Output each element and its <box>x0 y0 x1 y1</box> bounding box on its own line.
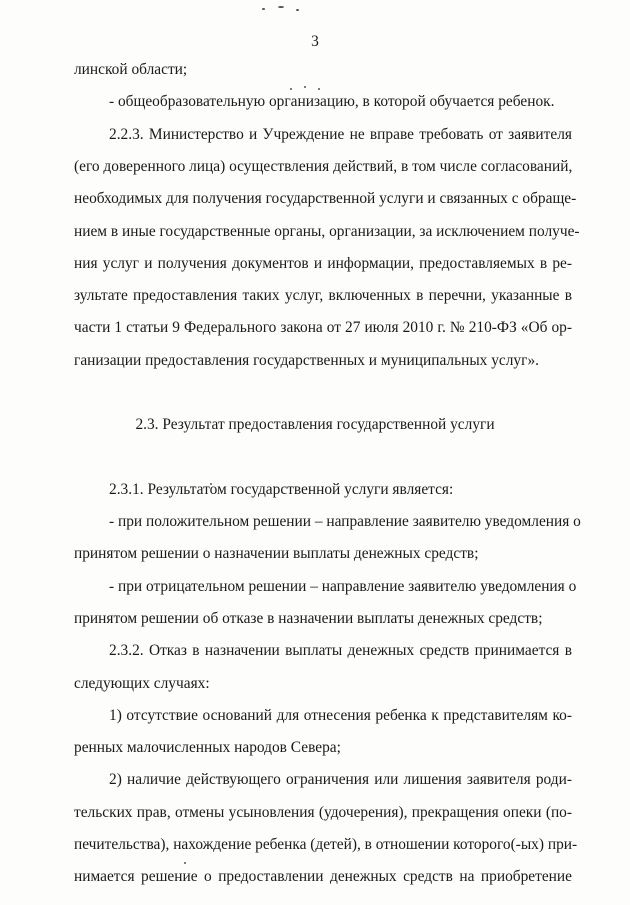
text-line: необходимых для получения государственной услуги и связанных с обраще- <box>74 190 577 207</box>
scan-speck <box>304 86 306 88</box>
text-line: ганизации предоставления государственных и муниципальных услуг». <box>74 352 539 369</box>
scan-speck <box>296 9 299 11</box>
text-line: линской области; <box>74 61 188 78</box>
text-line: - общеобразовательную организацию, в которой обучается ребенок. <box>109 93 555 110</box>
text-line: 2.3.1. Результатом государственной услуги является: <box>109 481 454 498</box>
page-number: 3 <box>311 33 319 50</box>
scan-speck <box>184 862 186 864</box>
text-line: следующих случаях: <box>74 675 210 692</box>
text-line: (его доверенного лица) осуществления действий, в том числе согласований, <box>74 158 573 175</box>
text-line: ния услуг и получения документов и информации, предоставляемых в ре- <box>74 255 572 272</box>
scan-speck <box>278 6 284 8</box>
text-line: ренных малочисленных народов Севера; <box>74 739 341 756</box>
scan-speck <box>290 88 292 90</box>
section-heading: 2.3. Результат предоставления государственной услуги <box>135 416 495 433</box>
text-line: печительства), нахождение ребенка (детей), в отношении которого(-ых) при- <box>74 836 578 853</box>
text-line: нимается решение о предоставлении денежных средств на приобретение <box>74 868 572 885</box>
text-line: 2.3.2. Отказ в назначении выплаты денежных средств принимается в <box>109 642 572 659</box>
text-line: тельских прав, отмены усыновления (удочерения), прекращения опеки (по- <box>74 804 572 821</box>
text-line: принятом решении о назначении выплаты денежных средств; <box>74 545 479 562</box>
text-line: - при отрицательном решении – направление заявителю уведомления о <box>109 578 577 595</box>
text-line: 2.2.3. Министерство и Учреждение не вправе требовать от заявителя <box>109 126 572 143</box>
scan-speck <box>318 88 320 90</box>
text-line: - при положительном решении – направление заявителю уведомления о <box>109 513 581 530</box>
scan-speck <box>262 8 265 10</box>
text-line: принятом решении об отказе в назначении выплаты денежных средств; <box>74 610 543 627</box>
text-line: 1) отсутствие оснований для отнесения ребенка к представителям ко- <box>109 707 572 724</box>
text-line: зультате предоставления таких услуг, включенных в перечни, указанные в <box>74 287 572 304</box>
text-line: нием в иные государственные органы, организации, за исключением получе- <box>74 223 580 240</box>
text-line: 2) наличие действующего ограничения или лишения заявителя роди- <box>109 771 572 788</box>
text-line: части 1 статьи 9 Федерального закона от 27 июля 2010 г. № 210-ФЗ «Об ор- <box>74 319 572 336</box>
